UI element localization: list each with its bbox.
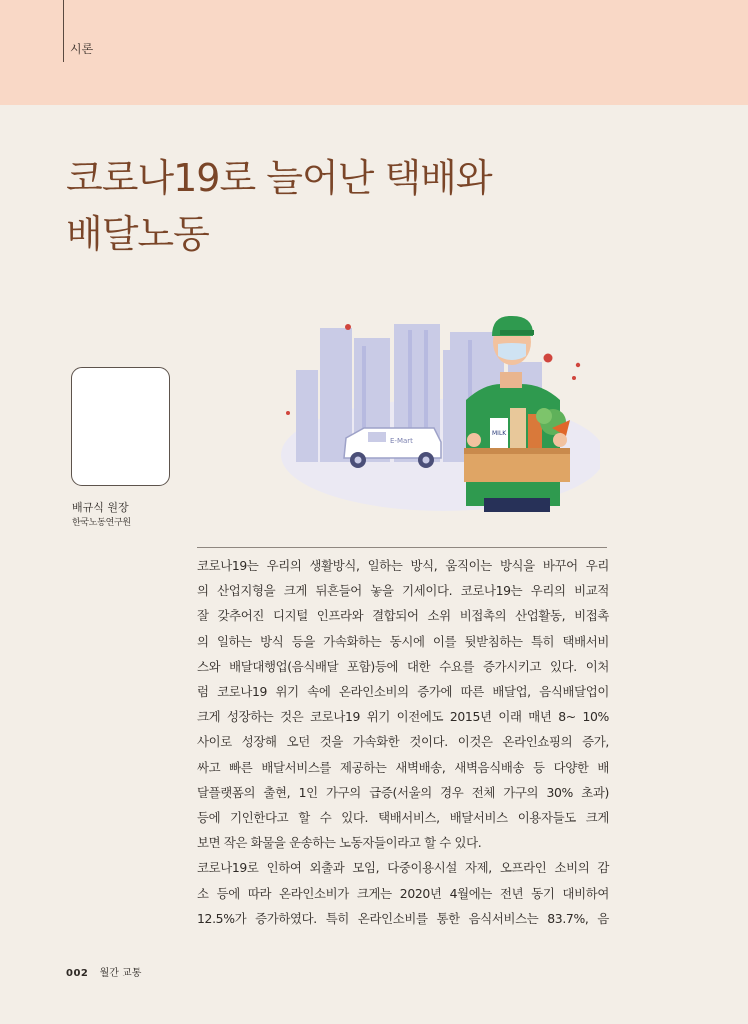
van-logo-text: E-Mart bbox=[390, 437, 413, 445]
author-org: 한국노동연구원 bbox=[72, 518, 131, 528]
publication-name: 월간 교통 bbox=[99, 968, 142, 979]
header-band bbox=[0, 0, 748, 105]
article-body bbox=[197, 553, 609, 931]
header-rule bbox=[63, 0, 64, 62]
section-label: 시론 bbox=[70, 42, 94, 56]
section-divider bbox=[197, 547, 607, 548]
body-line: 스와 배달대행업(음식배달 포함)등에 대한 수요를 증가시키고 있다. 이처 bbox=[197, 658, 609, 674]
milk-carton-text: MILK bbox=[492, 430, 507, 437]
body-line: 럼 코로나19 위기 속에 온라인소비의 증가에 따른 배달업, 음식배달업이 bbox=[197, 684, 609, 700]
body-line: 잘 갖추어진 디지털 인프라와 결합되어 소위 비접촉의 산업활동, 비접촉 bbox=[197, 608, 609, 624]
body-line: 달플랫폼의 출현, 1인 가구의 급증(서울의 경우 전체 가구의 30% 초과) bbox=[197, 784, 609, 800]
body-line: 코로나19는 우리의 생활방식, 일하는 방식, 움직이는 방식을 바꾸어 우리 bbox=[197, 558, 609, 573]
body-line: 소 등에 따라 온라인소비가 크게는 2020년 4월에는 전년 동기 대비하여 bbox=[197, 885, 609, 901]
body-line: 의 산업지형을 크게 뒤흔들어 놓을 기세이다. 코로나19는 우리의 비교적 bbox=[197, 583, 609, 599]
body-line: 싸고 빠른 배달서비스를 제공하는 새벽배송, 새벽음식배송 등 다양한 배 bbox=[197, 759, 609, 775]
body-line: 크게 성장하는 것은 코로나19 위기 이전에도 2015년 이래 매년 8~ 10% bbox=[197, 709, 609, 725]
body-line: 등에 기인한다고 할 수 있다. 택배서비스, 배달서비스 이용자들도 크게 bbox=[197, 810, 609, 826]
title-line-2: 배달노동 bbox=[66, 212, 209, 256]
author-portrait bbox=[71, 367, 170, 486]
title-line-1: 코로나19로 늘어난 택배와 bbox=[66, 156, 492, 200]
body-line: 코로나19로 인하여 외출과 모임, 다중이용시설 자제, 오프라인 소비의 감 bbox=[197, 860, 609, 876]
page-number: 002 bbox=[66, 968, 89, 979]
body-line: 12.5%가 증가하였다. 특히 온라인소비를 통한 음식서비스는 83.7%, 음 bbox=[197, 910, 609, 926]
author-name: 배규식 원장 bbox=[72, 501, 129, 514]
body-line: 사이로 성장해 오던 것을 가속화한 것이다. 이것은 온라인쇼핑의 증가, bbox=[197, 734, 609, 750]
delivery-worker-illustration bbox=[278, 310, 600, 516]
article-title bbox=[66, 150, 492, 262]
body-line: 의 일하는 방식 등을 가속화하는 동시에 이를 뒷받침하는 특히 택배서비 bbox=[197, 633, 609, 649]
body-line: 보면 작은 화물을 운송하는 노동자들이라고 할 수 있다. bbox=[197, 835, 482, 851]
page-footer bbox=[66, 964, 141, 979]
